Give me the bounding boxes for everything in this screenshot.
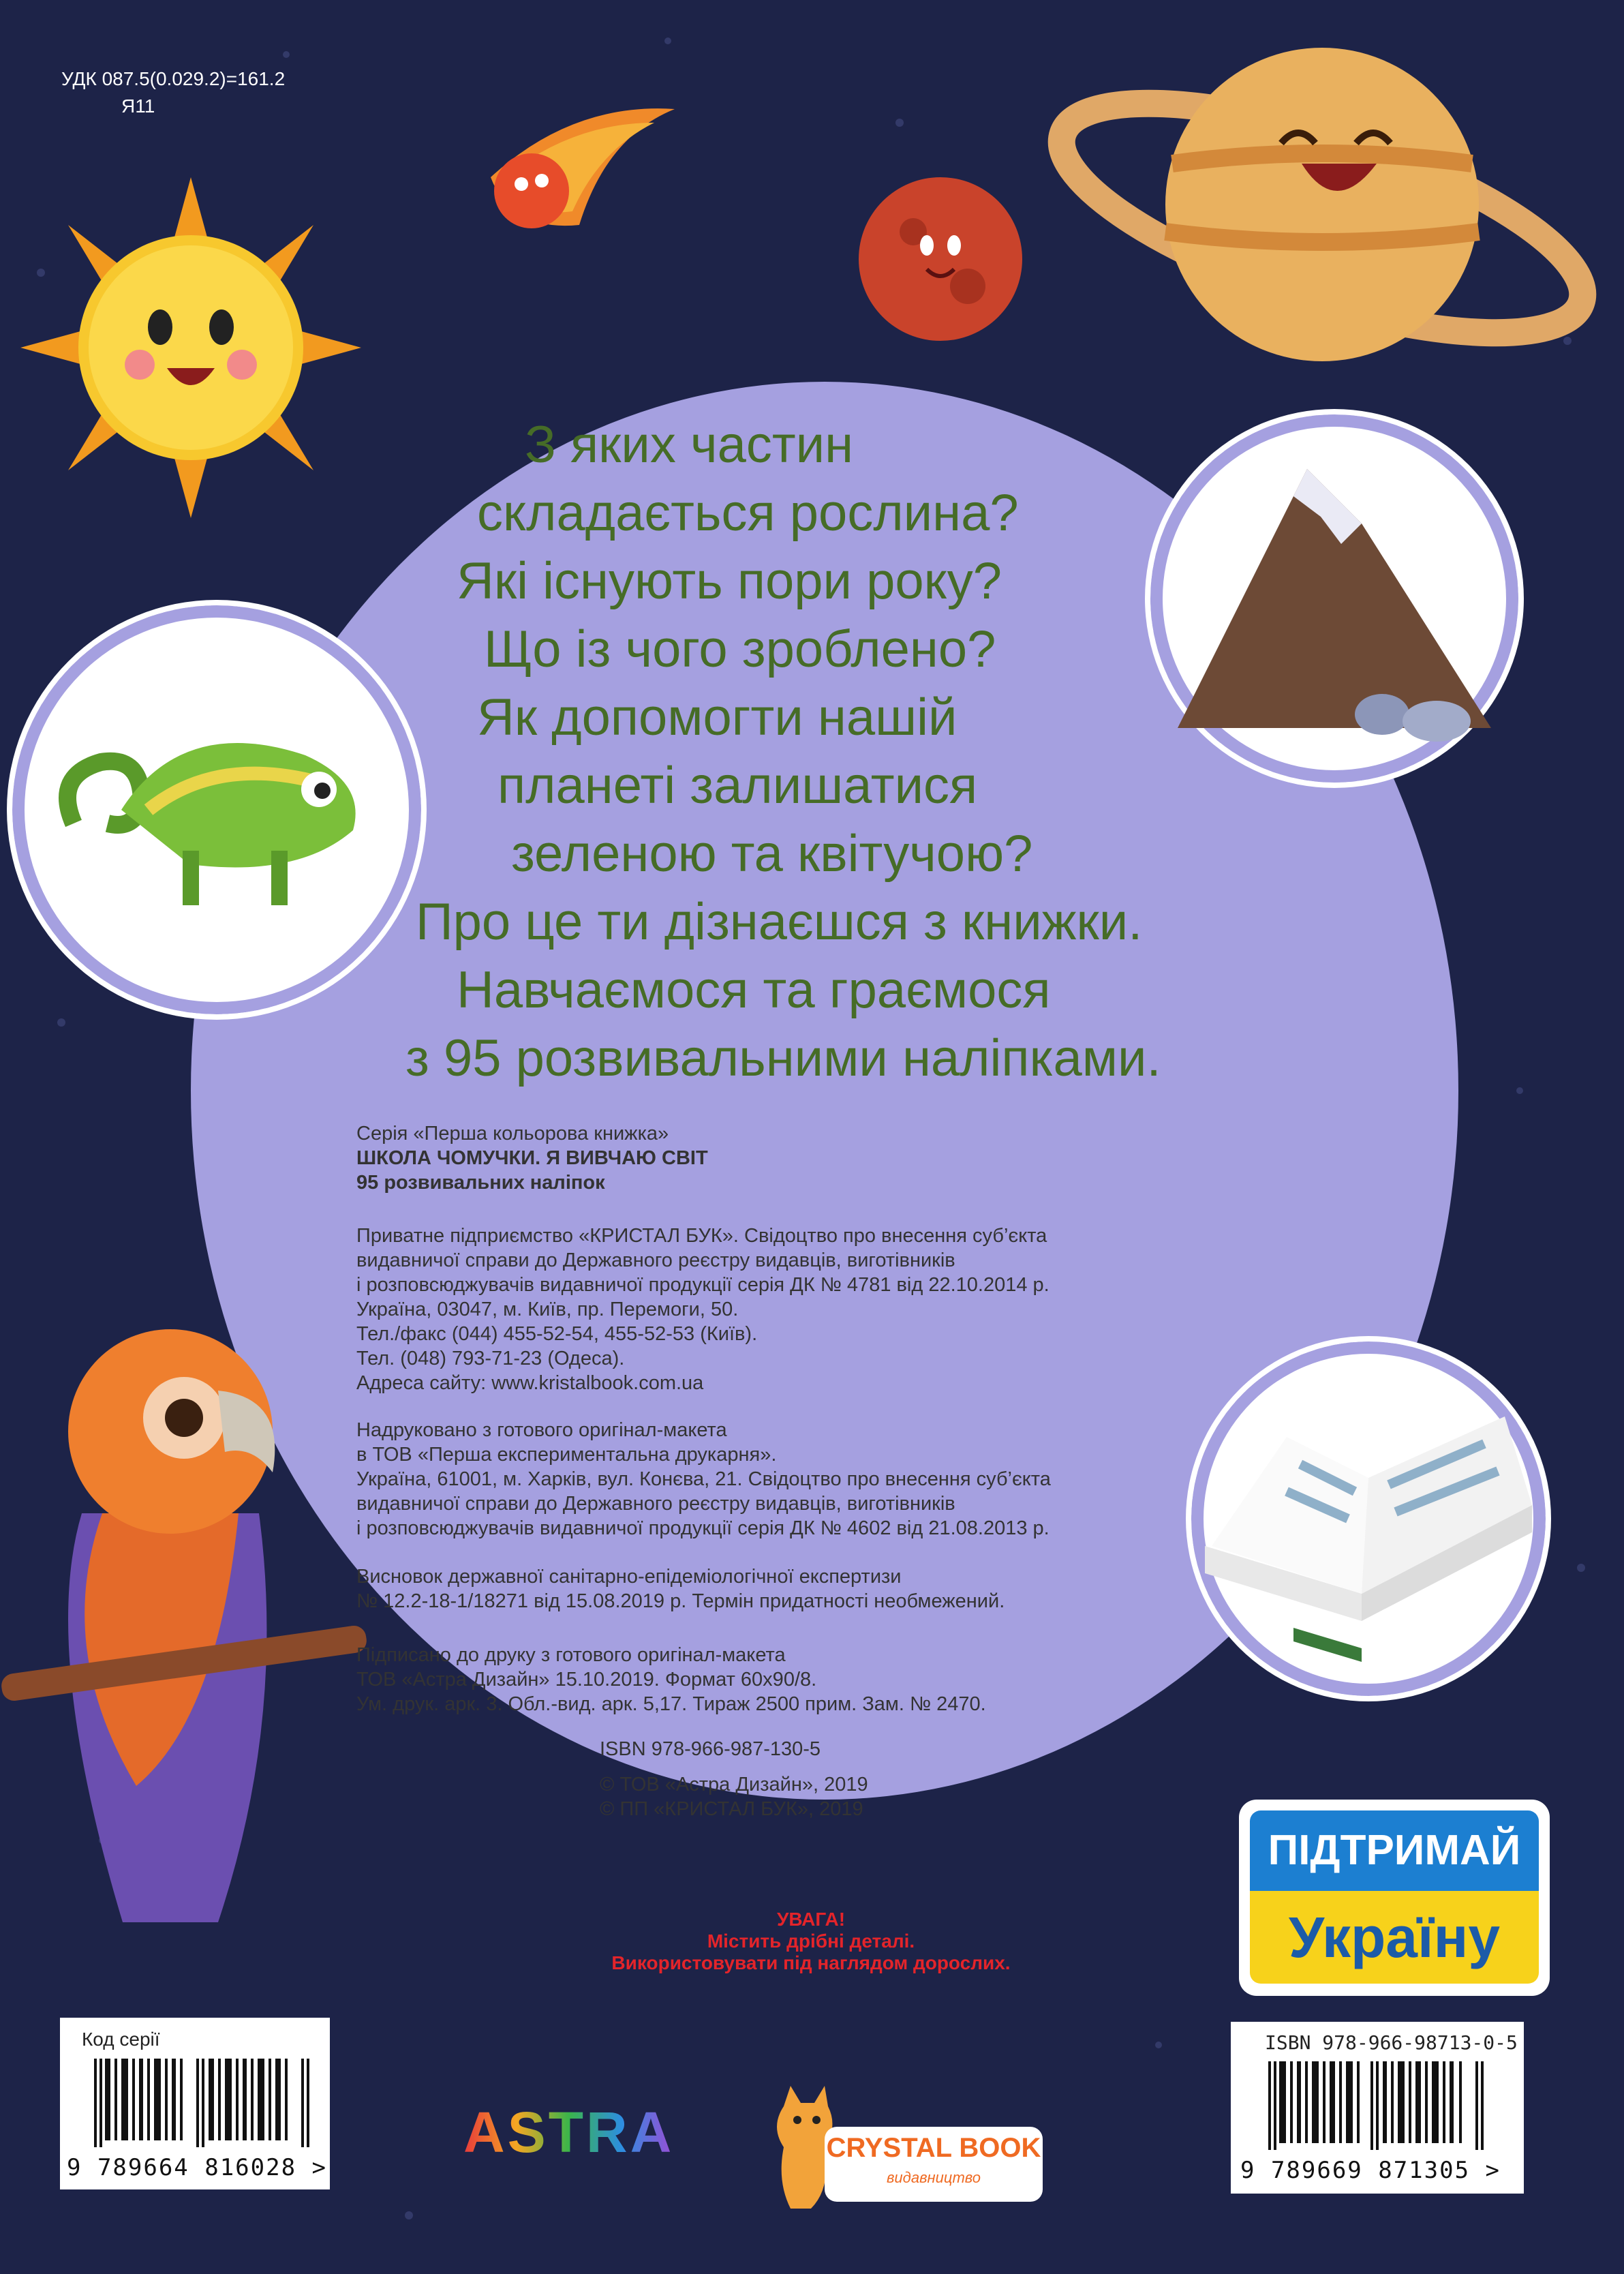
- comet-icon: [470, 95, 688, 245]
- publisher-line: Україна, 03047, м. Київ, пр. Перемоги, 50.: [356, 1299, 739, 1320]
- publisher-line: Тел./факс (044) 455-52-54, 455-52-53 (Київ).: [356, 1323, 758, 1345]
- crystal-book-title: CRYSTAL BOOK: [826, 2133, 1041, 2163]
- book-bubble: [1186, 1336, 1551, 1701]
- question-line: Які існують пори року?: [457, 552, 1002, 610]
- barcode-label: ISBN 978-966-98713-0-5: [1265, 2031, 1518, 2054]
- printer-line: і розповсюджувачів видавничої продукції серія ДК № 4602 від 21.08.2013 р.: [356, 1517, 1050, 1539]
- series-line: Серія «Перша кольорова книжка»: [356, 1123, 669, 1144]
- signed-line: ТОВ «Астра Дизайн» 15.10.2019. Формат 60х90/8.: [356, 1669, 817, 1691]
- chameleon-bubble: [7, 600, 427, 1020]
- badge-bottom-text: Україну: [1250, 1891, 1539, 1984]
- copyright-line: © ТОВ «Астра Дизайн», 2019: [600, 1774, 868, 1795]
- publisher-line: Тел. (048) 793-71-23 (Одеса).: [356, 1348, 625, 1369]
- chameleon-icon: [12, 605, 421, 1014]
- crystal-book-subtitle: видавництво: [886, 2169, 981, 2186]
- promo-line: Про це ти дізнаєшся з книжки.: [416, 893, 1143, 951]
- warning-notice: [477, 1909, 1145, 1974]
- question-line: Як допомогти нашій: [477, 688, 957, 746]
- astra-logo: [463, 2099, 674, 2166]
- series-subtitle: 95 розвивальних наліпок: [356, 1172, 605, 1194]
- printer-line: Україна, 61001, м. Харків, вул. Конєва, 21. Свідоцтво про внесення суб’єкта: [356, 1468, 1051, 1490]
- question-line: З яких частин: [525, 416, 854, 474]
- question-line: зеленою та квітучою?: [511, 825, 1033, 883]
- warning-title: УВАГА!: [776, 1909, 846, 1930]
- publisher-line: і розповсюджувачів видавничої продукції серія ДК № 4781 від 22.10.2014 р.: [356, 1274, 1050, 1296]
- barcode-digits: 9 789669 871305 >: [1240, 2157, 1501, 2184]
- sun-icon: [14, 170, 368, 525]
- parrot-icon: [0, 1309, 368, 1990]
- signed-info: [356, 1643, 986, 1716]
- udk-line2: Я11: [121, 95, 155, 117]
- publisher-line: видавничої справи до Державного реєстру видавців, виготівників: [356, 1249, 955, 1271]
- promo-line: з 95 розвивальними наліпками.: [405, 1029, 1161, 1087]
- signed-line: Ум. друк. арк. 3. Обл.-вид. арк. 5,17. Тираж 2500 прим. Зам. № 2470.: [356, 1693, 986, 1715]
- barcode-bars: [94, 2059, 312, 2147]
- publisher-line: Приватне підприємство «КРИСТАЛ БУК». Свідоцтво про внесення суб’єкта: [356, 1225, 1047, 1247]
- series-title: ШКОЛА ЧОМУЧКИ. Я ВИВЧАЮ СВІТ: [356, 1147, 708, 1169]
- publisher-line: Адреса сайту: www.kristalbook.com.ua: [356, 1372, 704, 1394]
- copyright-line: © ПП «КРИСТАЛ БУК», 2019: [600, 1798, 863, 1820]
- astra-logo-text: ASTRA: [463, 2100, 675, 2164]
- mountain-icon: [1150, 414, 1518, 783]
- badge-top-text: ПІДТРИМАЙ: [1250, 1810, 1539, 1891]
- isbn-barcode: [1231, 2022, 1524, 2194]
- printer-line: Надруковано з готового оригінал-макета: [356, 1419, 727, 1441]
- printer-line: в ТОВ «Перша експериментальна друкарня».: [356, 1444, 777, 1466]
- warning-line: Містить дрібні деталі.: [707, 1930, 915, 1952]
- copyright-info: [600, 1772, 868, 1821]
- crystal-book-badge: [825, 2127, 1043, 2202]
- sanitary-line: № 12.2-18-1/18271 від 15.08.2019 р. Термін придатності необмежений.: [356, 1590, 1005, 1612]
- printer-info: [356, 1418, 1051, 1541]
- support-ukraine-badge: [1239, 1800, 1550, 1996]
- sanitary-line: Висновок державної санітарно-епідеміологічної експертизи: [356, 1566, 902, 1588]
- sanitary-info: [356, 1564, 1005, 1613]
- barcode-label: Код серії: [82, 2029, 160, 2050]
- series-info: [356, 1121, 708, 1195]
- publisher-info: [356, 1224, 1050, 1395]
- question-line: Що із чого зроблено?: [484, 620, 996, 678]
- series-barcode: [60, 2018, 330, 2189]
- question-line: складається рослина?: [477, 484, 1019, 542]
- barcode-bars: [1268, 2061, 1486, 2150]
- mars-planet-icon: [852, 170, 1029, 348]
- mountain-bubble: [1145, 409, 1524, 788]
- printer-line: видавничої справи до Державного реєстру видавців, виготівників: [356, 1493, 955, 1515]
- udk-code: [61, 65, 285, 120]
- saturn-planet-icon: [1036, 27, 1608, 409]
- question-line: планеті залишатися: [497, 757, 978, 815]
- isbn-line: ISBN 978-966-987-130-5: [600, 1738, 821, 1760]
- crystal-book-logo: [763, 2079, 1050, 2215]
- open-book-icon: [1191, 1341, 1546, 1696]
- signed-line: Підписано до друку з готового оригінал-макета: [356, 1644, 786, 1666]
- barcode-digits: 9 789664 816028 >: [67, 2154, 327, 2181]
- udk-line1: УДК 087.5(0.029.2)=161.2: [61, 68, 286, 89]
- warning-line: Використовувати під наглядом дорослих.: [611, 1952, 1011, 1973]
- promo-line: Навчаємося та граємося: [457, 961, 1051, 1019]
